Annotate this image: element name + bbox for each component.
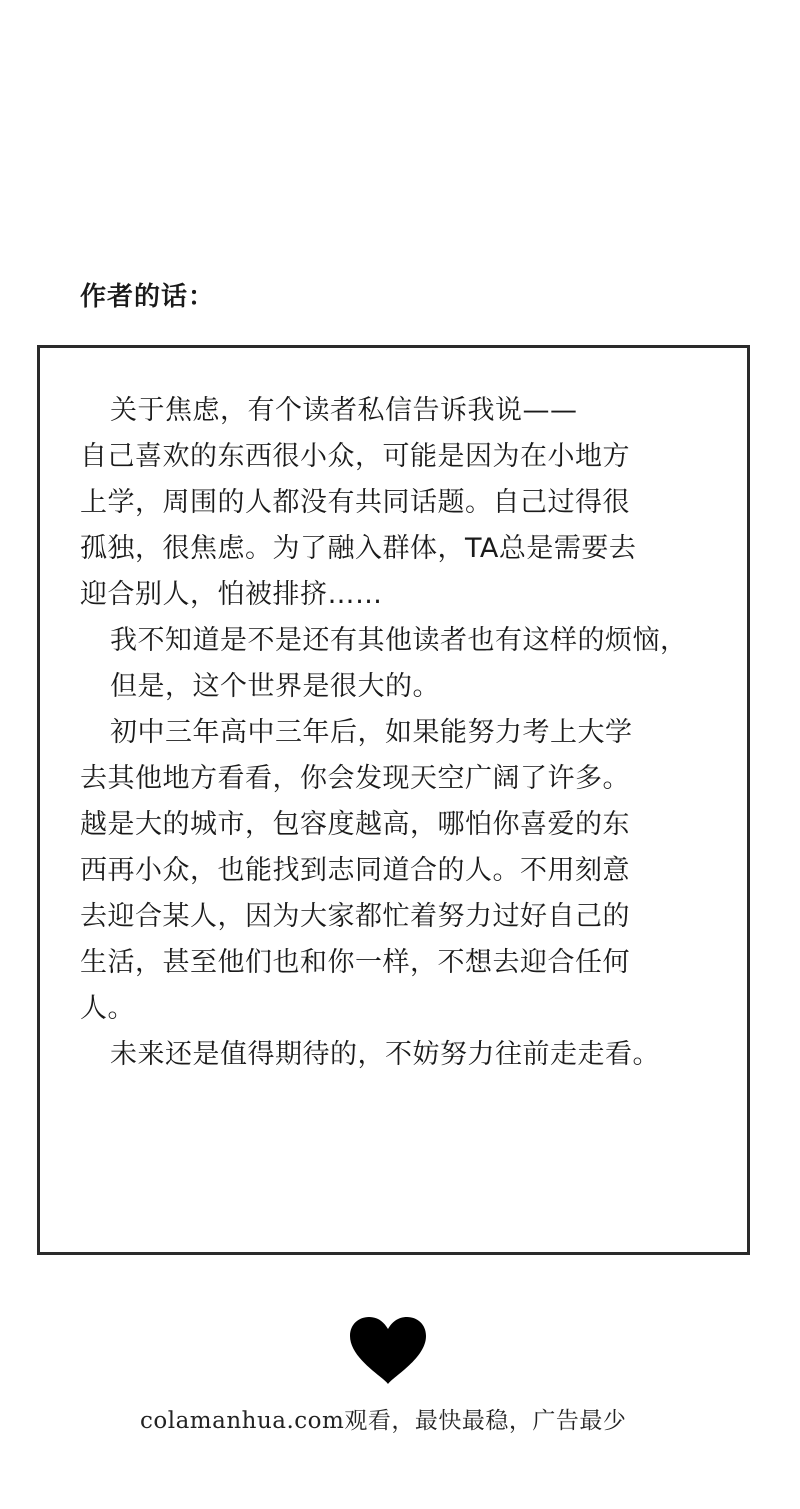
note-line: 但是，这个世界是很大的。 — [110, 671, 440, 702]
note-line: 初中三年高中三年后，如果能努力考上大学 — [110, 717, 633, 748]
note-line: 人。 — [80, 993, 135, 1024]
note-line: 孤独，很焦虑。为了融入群体，TA总是需要去 — [80, 533, 637, 564]
note-line: 关于焦虑，有个读者私信告诉我说—— — [110, 395, 578, 426]
note-line: 迎合别人，怕被排挤…… — [80, 579, 383, 610]
note-line: 未来还是值得期待的，不妨努力往前走走看。 — [110, 1039, 660, 1070]
note-line: 生活，甚至他们也和你一样，不想去迎合任何 — [80, 947, 630, 978]
note-line: 上学，周围的人都没有共同话题。自己过得很 — [80, 487, 630, 518]
author-note-heading: 作者的话： — [80, 282, 216, 312]
author-note-body — [80, 388, 750, 1078]
note-line: 自己喜欢的东西很小众，可能是因为在小地方 — [80, 441, 630, 472]
note-line: 西再小众，也能找到志同道合的人。不用刻意 — [80, 855, 630, 886]
note-line: 去迎合某人，因为大家都忙着努力过好自己的 — [80, 901, 630, 932]
note-line: 我不知道是不是还有其他读者也有这样的烦恼， — [110, 625, 688, 656]
footer-site-text: colamanhua.com观看，最快最稳，广告最少 — [140, 1408, 627, 1434]
note-line: 去其他地方看看，你会发现天空广阔了许多。 — [80, 763, 630, 794]
note-line: 越是大的城市，包容度越高，哪怕你喜爱的东 — [80, 809, 630, 840]
heart-icon — [346, 1314, 430, 1386]
